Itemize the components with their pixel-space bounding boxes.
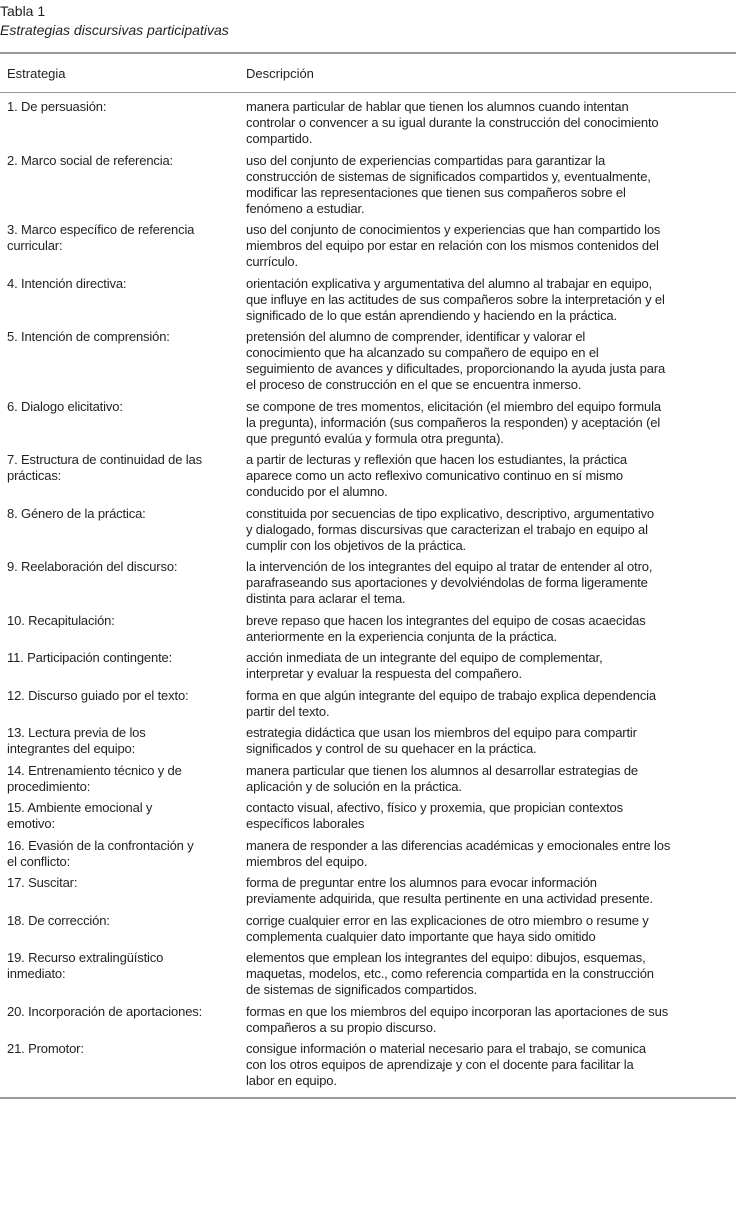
description-cell: manera de responder a las diferencias académicas y emocionales entre los miembros del equipo.: [246, 837, 671, 869]
strategy-cell: 12. Discurso guiado por el texto:: [7, 687, 189, 703]
table-row: [0, 1004, 736, 1042]
table-row: [0, 763, 736, 801]
table-row: [0, 875, 736, 913]
description-cell: elementos que emplean los integrantes del equipo: dibujos, esquemas, maquetas, modelos, etc., como referencia compartida en la construcción de sistemas de significados compartidos.: [246, 950, 654, 997]
strategy-cell: 4. Intención directiva:: [7, 275, 127, 291]
strategy-cell: 11. Participación contingente:: [7, 650, 173, 665]
description-cell: manera particular de hablar que tienen los alumnos cuando intentan controlar o convencer a su igual durante la construcción del conocimiento compartido.: [246, 99, 659, 146]
table-row: [0, 506, 736, 560]
strategy-cell: 13. Lectura previa de los integrantes del equipo:: [7, 725, 146, 756]
strategy-cell: 14. Entrenamiento técnico y de procedimiento:: [7, 762, 182, 794]
strategy-cell: 19. Recurso extralingüístico inmediato:: [7, 950, 164, 981]
table-row: [0, 399, 736, 453]
description-cell: uso del conjunto de experiencias compartidas para garantizar la construcción de sistemas de significados compartidos y, eventualmente, modificar las representaciones que tienen sus compañeros sobre el fenómeno a estudiar.: [246, 152, 651, 216]
strategy-cell: 9. Reelaboración del discurso:: [7, 559, 178, 574]
table-row: [0, 452, 736, 506]
table-row: [0, 613, 736, 651]
strategy-cell: 15. Ambiente emocional y emotivo:: [7, 800, 153, 831]
table-row: [0, 93, 736, 153]
table-row: [0, 950, 736, 1004]
table-row: [0, 725, 736, 763]
table-row: [0, 559, 736, 613]
strategies-table: [0, 52, 736, 1099]
table-row: [0, 222, 736, 276]
strategy-cell: 1. De persuasión:: [7, 99, 107, 114]
table-row: [0, 800, 736, 838]
description-cell: uso del conjunto de conocimientos y experiencias que han compartido los miembros del equipo por estar en relación con los mismos contenidos del currículo.: [246, 222, 661, 269]
table-header-row: [0, 53, 736, 93]
description-cell: formas en que los miembros del equipo incorporan las aportaciones de sus compañeros a su propio discurso.: [246, 1003, 669, 1035]
description-cell: orientación explicativa y argumentativa del alumno al trabajar en equipo, que influye en las actitudes de sus compañeros sobre la interpretación y el significado de lo que están aprendiendo y haciendo en la práctica.: [246, 275, 665, 323]
table-row: [0, 913, 736, 951]
description-cell: se compone de tres momentos, elicitación (el miembro del equipo formula la pregunta), información (sus compañeros la responden) y aceptación (el que preguntó evalúa y formula otra pregunta).: [246, 398, 661, 446]
table-row: [0, 650, 736, 688]
strategy-cell: 3. Marco específico de referencia curricular:: [7, 222, 195, 253]
description-cell: consigue información o material necesario para el trabajo, se comunica con los otros equipos de aprendizaje y con el docente para facilitar la labor en equipo.: [246, 1041, 646, 1088]
table-row: [0, 688, 736, 726]
strategy-cell: 2. Marco social de referencia:: [7, 152, 174, 168]
description-cell: pretensión del alumno de comprender, identificar y valorar el conocimiento que ha alcanzado su compañero de equipo en el seguimiento de avances y dificultades, proporcionando la ayuda justa para el proceso de construcción en el que se encuentra inmerso.: [246, 329, 666, 392]
strategy-cell: 8. Género de la práctica:: [7, 505, 146, 521]
strategy-cell: 16. Evasión de la confrontación y el conflicto:: [7, 837, 194, 869]
strategy-cell: 5. Intención de comprensión:: [7, 329, 170, 344]
strategy-cell: 6. Dialogo elicitativo:: [7, 398, 123, 414]
table-row: [0, 276, 736, 330]
table-row: [0, 329, 736, 399]
description-cell: la intervención de los integrantes del equipo al tratar de entender al otro, parafraseando sus aportaciones y devolviéndolas de forma ligeramente distinta para aclarar el tema.: [246, 559, 653, 606]
description-cell: acción inmediata de un integrante del equipo de complementar, interpretar y evaluar la respuesta del compañero.: [246, 650, 603, 681]
strategy-cell: 18. De corrección:: [7, 912, 110, 928]
description-cell: forma en que algún integrante del equipo de trabajo explica dependencia partir del texto.: [246, 687, 656, 719]
table-number: Tabla 1: [0, 3, 46, 19]
table-caption: Estrategias discursivas participativas: [0, 22, 229, 38]
strategy-cell: 20. Incorporación de aportaciones:: [7, 1003, 203, 1019]
strategy-cell: 10. Recapitulación:: [7, 612, 115, 628]
description-cell: manera particular que tienen los alumnos al desarrollar estrategias de aplicación y de solución en la práctica.: [246, 762, 638, 794]
strategy-cell: 21. Promotor:: [7, 1041, 84, 1056]
table-row: [0, 153, 736, 223]
strategy-cell: 7. Estructura de continuidad de las prácticas:: [7, 452, 202, 483]
table-row: [0, 838, 736, 876]
description-cell: forma de preguntar entre los alumnos para evocar información previamente adquirida, que resulta pertinente en una actividad presente.: [246, 875, 653, 906]
description-cell: estrategia didáctica que usan los miembros del equipo para compartir significados y control de su quehacer en la práctica.: [246, 725, 637, 756]
header-strategy: Estrategia: [7, 66, 66, 81]
table-row: [0, 1041, 736, 1098]
strategy-cell: 17. Suscitar:: [7, 875, 78, 890]
header-description: Descripción: [246, 66, 314, 81]
description-cell: contacto visual, afectivo, físico y proxemia, que propician contextos específicos laborales: [246, 800, 623, 831]
description-cell: corrige cualquier error en las explicaciones de otro miembro o resume y complementa cualquier dato importante que haya sido omitido: [246, 912, 649, 944]
description-cell: breve repaso que hacen los integrantes del equipo de cosas acaecidas anteriormente en la experiencia conjunta de la práctica.: [246, 612, 646, 644]
description-cell: a partir de lecturas y reflexión que hacen los estudiantes, la práctica aparece como un acto reflexivo comunicativo continuo en sí mismo conducido por el alumno.: [246, 452, 628, 499]
description-cell: constituida por secuencias de tipo explicativo, descriptivo, argumentativo y dialogado, formas discursivas que caracterizan el trabajo en equipo al cumplir con los objetivos de la práctica.: [246, 505, 655, 553]
